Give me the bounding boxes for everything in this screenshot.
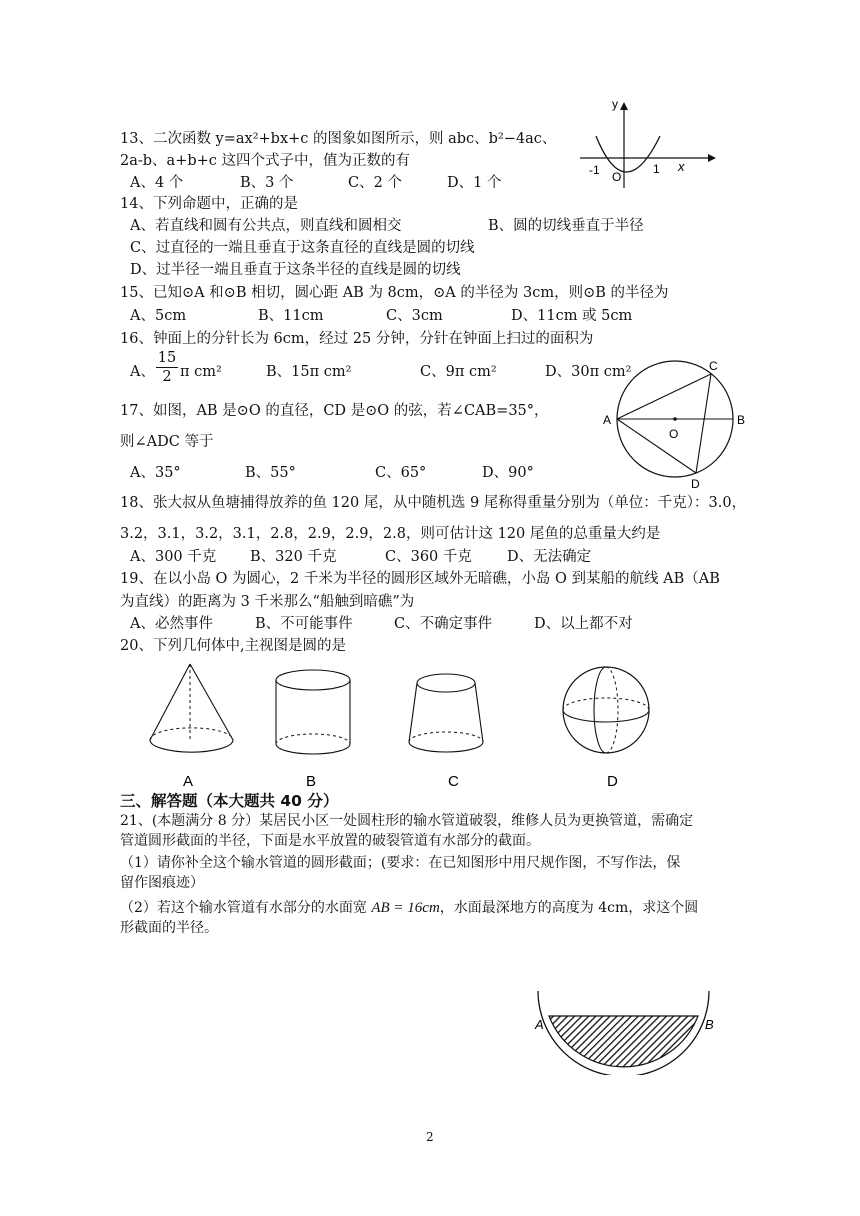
q15-option-c: C、3cm [386, 308, 443, 324]
q20-stem: 20、下列几何体中,主视图是圆的是 [120, 638, 347, 654]
q13-option-a: A、4 个 [130, 175, 184, 191]
q18-line2: 3.2，3.1，3.2，3.1，2.8，2.9，2.9，2.8，则可估计这 120 尾鱼的总重量大约是 [120, 526, 661, 542]
q14-stem: 14、下列命题中，正确的是 [120, 196, 298, 212]
tick-neg1-label: -1 [589, 163, 600, 177]
q21-line2: 管道圆形截面的半径，下面是水平放置的破裂管道有水部分的截面。 [120, 833, 540, 849]
q16-stem: 16、钟面上的分针长为 6cm，经过 25 分钟，分针在钟面上扫过的面积为 [120, 331, 594, 347]
q21-pipe-figure [520, 985, 720, 1075]
q16-option-c: C、9π cm² [420, 364, 497, 380]
q17-line2: 则∠ADC 等于 [120, 434, 214, 450]
page-number: 2 [426, 1130, 434, 1144]
q15-option-d: D、11cm 或 5cm [511, 308, 633, 324]
point-c-label: C [709, 359, 718, 373]
q17-circle-figure [598, 355, 758, 490]
solid-label-d: D [607, 773, 618, 790]
q17-line1: 17、如图，AB 是⊙O 的直径，CD 是⊙O 的弦，若∠CAB=35°， [120, 403, 549, 419]
q18-line1: 18、张大叔从鱼塘捕得放养的鱼 120 尾，从中随机选 9 尾称得重量分别为（单位：千克）：3.0， [120, 495, 747, 511]
point-a-label: A [535, 1017, 544, 1032]
chord-cd [696, 374, 711, 473]
q13-option-d: D、1 个 [447, 175, 502, 191]
q19-option-c: C、不确定事件 [394, 616, 493, 632]
q16-option-a-suffix: π cm² [180, 364, 222, 380]
q14-option-b: B、圆的切线垂直于半径 [488, 218, 644, 234]
section-3-heading: 三、解答题（本大题共 40 分） [120, 792, 339, 810]
q16-option-a-prefix: A、 [130, 364, 155, 380]
q18-option-d: D、无法确定 [507, 549, 592, 565]
q15-option-b: B、11cm [258, 308, 324, 324]
point-d-label: D [691, 477, 700, 490]
q13-option-b: B、3 个 [240, 175, 294, 191]
q19-line1: 19、在以小岛 O 为圆心，2 千米为半径的圆形区域外无暗礁，小岛 O 到某船的航线 AB（AB [120, 571, 720, 587]
solid-label-a: A [183, 773, 194, 790]
q17-option-a: A、35° [130, 465, 181, 481]
q19-option-d: D、以上都不对 [534, 616, 633, 632]
tick-1-label: 1 [653, 162, 660, 176]
q14-option-d: D、过半径一端且垂直于这条半径的直线是圆的切线 [130, 262, 461, 278]
point-o-label: O [669, 427, 679, 441]
q21-line5-post: ，水面最深地方的高度为 4cm，求这个圆 [439, 900, 699, 916]
x-axis-arrow-icon [708, 154, 716, 162]
center-point [673, 417, 677, 421]
q17-option-d: D、90° [482, 465, 534, 481]
x-axis-label: x [678, 159, 685, 174]
q18-option-c: C、360 千克 [385, 549, 472, 565]
q13-line1: 13、二次函数 y=ax²+bx+c 的图象如图所示，则 abc、b²−4ac、 [120, 131, 557, 147]
q21-line3: （1）请你补全这个输水管道的圆形截面；(要求：在已知图形中用尺规作图，不写作法，保 [120, 855, 681, 871]
q21-line4: 留作图痕迹） [120, 875, 204, 891]
q18-option-a: A、300 千克 [130, 549, 217, 565]
q21-line6: 形截面的半径。 [120, 920, 218, 936]
q13-line2: 2a-b、a+b+c 这四个式子中，值为正数的有 [120, 153, 411, 169]
q15-stem: 15、已知⊙A 和⊙B 相切，圆心距 AB 为 8cm，⊙A 的半径为 3cm，则⊙B 的半径为 [120, 285, 669, 301]
q13-parabola-figure [570, 96, 720, 191]
q15-option-a: A、5cm [130, 308, 187, 324]
q18-option-b: B、320 千克 [250, 549, 337, 565]
q19-option-b: B、不可能事件 [255, 616, 353, 632]
point-b-label: B [737, 413, 746, 427]
y-axis-label: y [612, 97, 618, 111]
q16-option-b: B、15π cm² [266, 364, 352, 380]
q16-fraction-numerator: 15 [157, 350, 177, 366]
point-b-label: B [705, 1017, 714, 1032]
cylinder-solid [276, 670, 350, 754]
q14-option-c: C、过直径的一端且垂直于这条直径的直线是圆的切线 [130, 240, 475, 256]
cone-solid [150, 664, 233, 752]
point-a-label: A [603, 413, 612, 427]
sphere-solid [563, 667, 649, 753]
parabola-curve [596, 136, 660, 172]
q16-fraction-denominator: 2 [162, 369, 172, 385]
q17-option-c: C、65° [375, 465, 427, 481]
fraction-bar [156, 367, 178, 368]
q21-line5-pre: （2）若这个输水管道有水部分的水面宽 [120, 900, 372, 916]
q21-line1: 21、(本题满分 8 分）某居民小区一处圆柱形的输水管道破裂，维修人员为更换管道，需确定 [120, 813, 694, 829]
q21-ab-formula: AB = 16cm [371, 900, 440, 916]
y-axis-arrow-icon [620, 102, 628, 110]
solid-label-b: B [306, 773, 317, 790]
q19-line2: 为直线）的距离为 3 千米那么“船触到暗礁”为 [120, 594, 415, 610]
q14-option-a: A、若直线和圆有公共点，则直线和圆相交 [130, 218, 402, 234]
q21-line5 [120, 898, 698, 918]
q16-option-d: D、30π cm² [545, 364, 632, 380]
q17-option-b: B、55° [245, 465, 296, 481]
chord-ad [617, 419, 696, 473]
q16-fraction [156, 350, 178, 385]
q19-option-a: A、必然事件 [130, 616, 213, 632]
solid-label-c: C [448, 773, 459, 790]
q20-solids-figure [120, 658, 700, 793]
origin-label: O [612, 170, 622, 184]
q13-option-c: C、2 个 [348, 175, 402, 191]
frustum-solid [409, 674, 483, 752]
